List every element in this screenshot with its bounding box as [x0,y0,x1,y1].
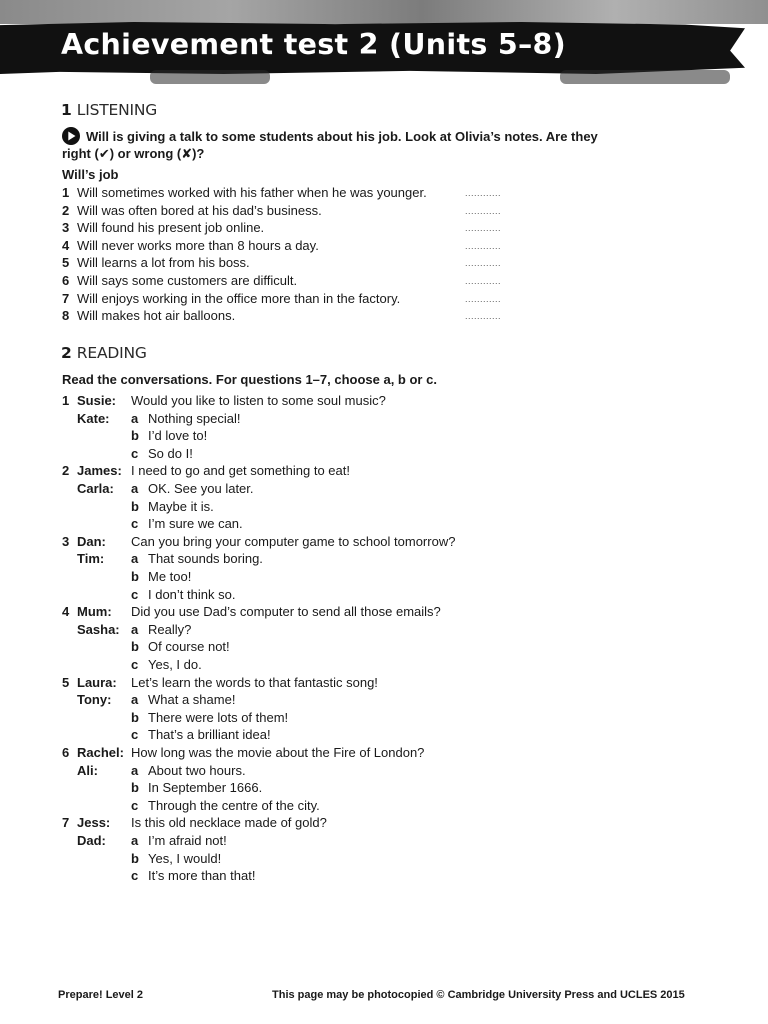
option-letter[interactable]: c [131,586,139,602]
listening-heading [61,101,157,119]
item-number: 2 [62,202,70,218]
item-text: Will was often bored at his dad’s business. [77,202,322,218]
listening-instruction-line1 [62,127,598,145]
footer-level: Prepare! Level 2 [58,989,143,1001]
section-number: 1 [61,101,72,119]
option-text[interactable]: Of course not! [148,639,230,655]
banner-smudge [150,70,270,84]
option-letter[interactable]: a [131,410,139,426]
speaker-name: Laura: [77,674,117,690]
option-text[interactable]: That sounds boring. [148,551,263,567]
question-number: 5 [62,674,70,690]
option-text[interactable]: It’s more than that! [148,868,256,884]
item-text: Will sometimes worked with his father when he was younger. [77,185,427,200]
item-text: Will says some customers are difficult. [77,273,298,288]
item-number: 1 [62,185,70,200]
question-line: Did you use Dad’s computer to send all those emails? [131,604,441,620]
option-letter[interactable]: a [131,692,139,708]
banner-smudge [560,70,730,84]
option-letter[interactable]: c [131,445,139,461]
section-label: LISTENING [76,101,158,119]
item-text: Will never works more than 8 hours a day. [77,237,319,253]
item-text: Will enjoys working in the office more than in the factory. [77,290,401,306]
reading-instruction: Read the conversations. For questions 1–7, choose a, b or c. [62,372,437,387]
answer-blank[interactable]: ............ [465,293,502,304]
item-number: 7 [62,290,70,306]
answer-blank[interactable]: ............ [465,205,502,216]
option-text[interactable]: Really? [148,621,192,637]
reading-heading [61,344,147,362]
speaker-name: Rachel: [77,745,124,760]
listening-item [62,220,264,235]
item-number: 3 [62,220,70,236]
option-text[interactable]: Yes, I would! [148,850,222,866]
item-text: Will makes hot air balloons. [77,308,236,324]
listening-item [62,273,297,288]
option-letter[interactable]: a [131,762,139,778]
listening-item [62,308,235,323]
question-line: I need to go and get something to eat! [131,463,350,479]
responder-name: Kate: [77,410,110,426]
responder-name: Tim: [77,551,105,567]
option-letter[interactable]: b [131,498,139,514]
option-letter[interactable]: b [131,569,139,584]
option-text[interactable]: I’m afraid not! [148,833,227,848]
question-number: 7 [62,815,70,831]
question-number: 6 [62,745,70,760]
option-letter[interactable]: c [131,516,139,532]
responder-name: Ali: [77,762,98,778]
answer-blank[interactable]: ............ [465,258,502,269]
item-number: 6 [62,273,70,288]
question-line: Is this old necklace made of gold? [131,815,327,831]
option-text[interactable]: Nothing special! [148,410,241,426]
question-line: Would you like to listen to some soul music? [131,393,386,408]
option-letter[interactable]: b [131,780,139,796]
item-number: 8 [62,308,70,324]
speaker-name: James: [77,463,122,479]
question-number: 2 [62,463,70,479]
section-number: 2 [61,344,72,362]
option-text[interactable]: Yes, I do. [148,657,202,672]
answer-blank[interactable]: ............ [465,276,502,286]
question-number: 1 [62,393,70,408]
question-line: Let’s learn the words to that fantastic song! [131,674,378,690]
item-text: Will learns a lot from his boss. [77,255,250,271]
option-text[interactable]: I’m sure we can. [148,516,243,532]
option-text[interactable]: What a shame! [148,692,236,708]
item-number: 5 [62,255,70,271]
question-number: 4 [62,604,70,620]
option-text[interactable]: I don’t think so. [148,586,236,602]
audio-play-icon [62,127,80,145]
section-label: READING [76,344,147,362]
question-line: Can you bring your computer game to school tomorrow? [131,533,456,549]
option-letter[interactable]: c [131,797,139,813]
option-text[interactable]: OK. See you later. [148,481,254,496]
option-letter[interactable]: a [131,551,139,567]
speaker-name: Jess: [77,815,111,831]
option-text[interactable]: Through the centre of the city. [148,797,320,813]
option-letter[interactable]: b [131,639,139,655]
item-number: 4 [62,237,70,253]
option-text[interactable]: I’d love to! [148,428,208,444]
answer-blank[interactable]: ............ [465,223,502,234]
option-letter[interactable]: b [131,850,139,866]
listening-item [62,255,250,270]
listening-item [62,291,400,306]
responder-name: Sasha: [77,621,120,637]
option-text[interactable]: About two hours. [148,762,246,778]
option-letter[interactable]: a [131,481,139,496]
answer-blank[interactable]: ............ [465,188,502,198]
listening-item [62,203,322,218]
listening-item [62,185,427,200]
option-letter[interactable]: a [131,621,139,637]
speaker-name: Susie: [77,393,117,408]
question-line: How long was the movie about the Fire of London? [131,745,425,760]
notes-title: Will’s job [62,167,119,182]
option-letter[interactable]: a [131,833,139,848]
option-text[interactable]: Maybe it is. [148,498,214,514]
responder-name: Dad: [77,833,106,848]
item-text: Will found his present job online. [77,220,265,236]
instruction-text: Will is giving a talk to some students about his job. Look at Olivia’s notes. Are they [86,129,598,144]
answer-blank[interactable]: ............ [465,311,502,322]
listening-item [62,238,319,253]
option-letter[interactable]: c [131,727,139,743]
responder-name: Tony: [77,692,112,708]
answer-blank[interactable]: ............ [465,240,502,251]
footer-copyright: This page may be photocopied © Cambridge University Press and UCLES 2015 [272,989,685,1001]
responder-name: Carla: [77,481,114,496]
title-banner [0,0,768,88]
question-number: 3 [62,533,70,549]
option-text[interactable]: In September 1666. [148,780,263,796]
speaker-name: Mum: [77,604,112,620]
option-letter[interactable]: c [131,657,139,672]
option-text[interactable]: There were lots of them! [148,709,289,725]
option-text[interactable]: Me too! [148,569,192,584]
banner-texture [0,0,768,24]
option-letter[interactable]: b [131,428,139,444]
option-text[interactable]: That’s a brilliant idea! [148,727,271,743]
listening-instruction-line2: right (✔) or wrong (✘)? [62,146,205,161]
option-letter[interactable]: b [131,709,139,725]
page-title: Achievement test 2 (Units 5–8) [61,28,566,61]
option-text[interactable]: So do I! [148,445,193,461]
speaker-name: Dan: [77,533,106,549]
option-letter[interactable]: c [131,868,139,884]
